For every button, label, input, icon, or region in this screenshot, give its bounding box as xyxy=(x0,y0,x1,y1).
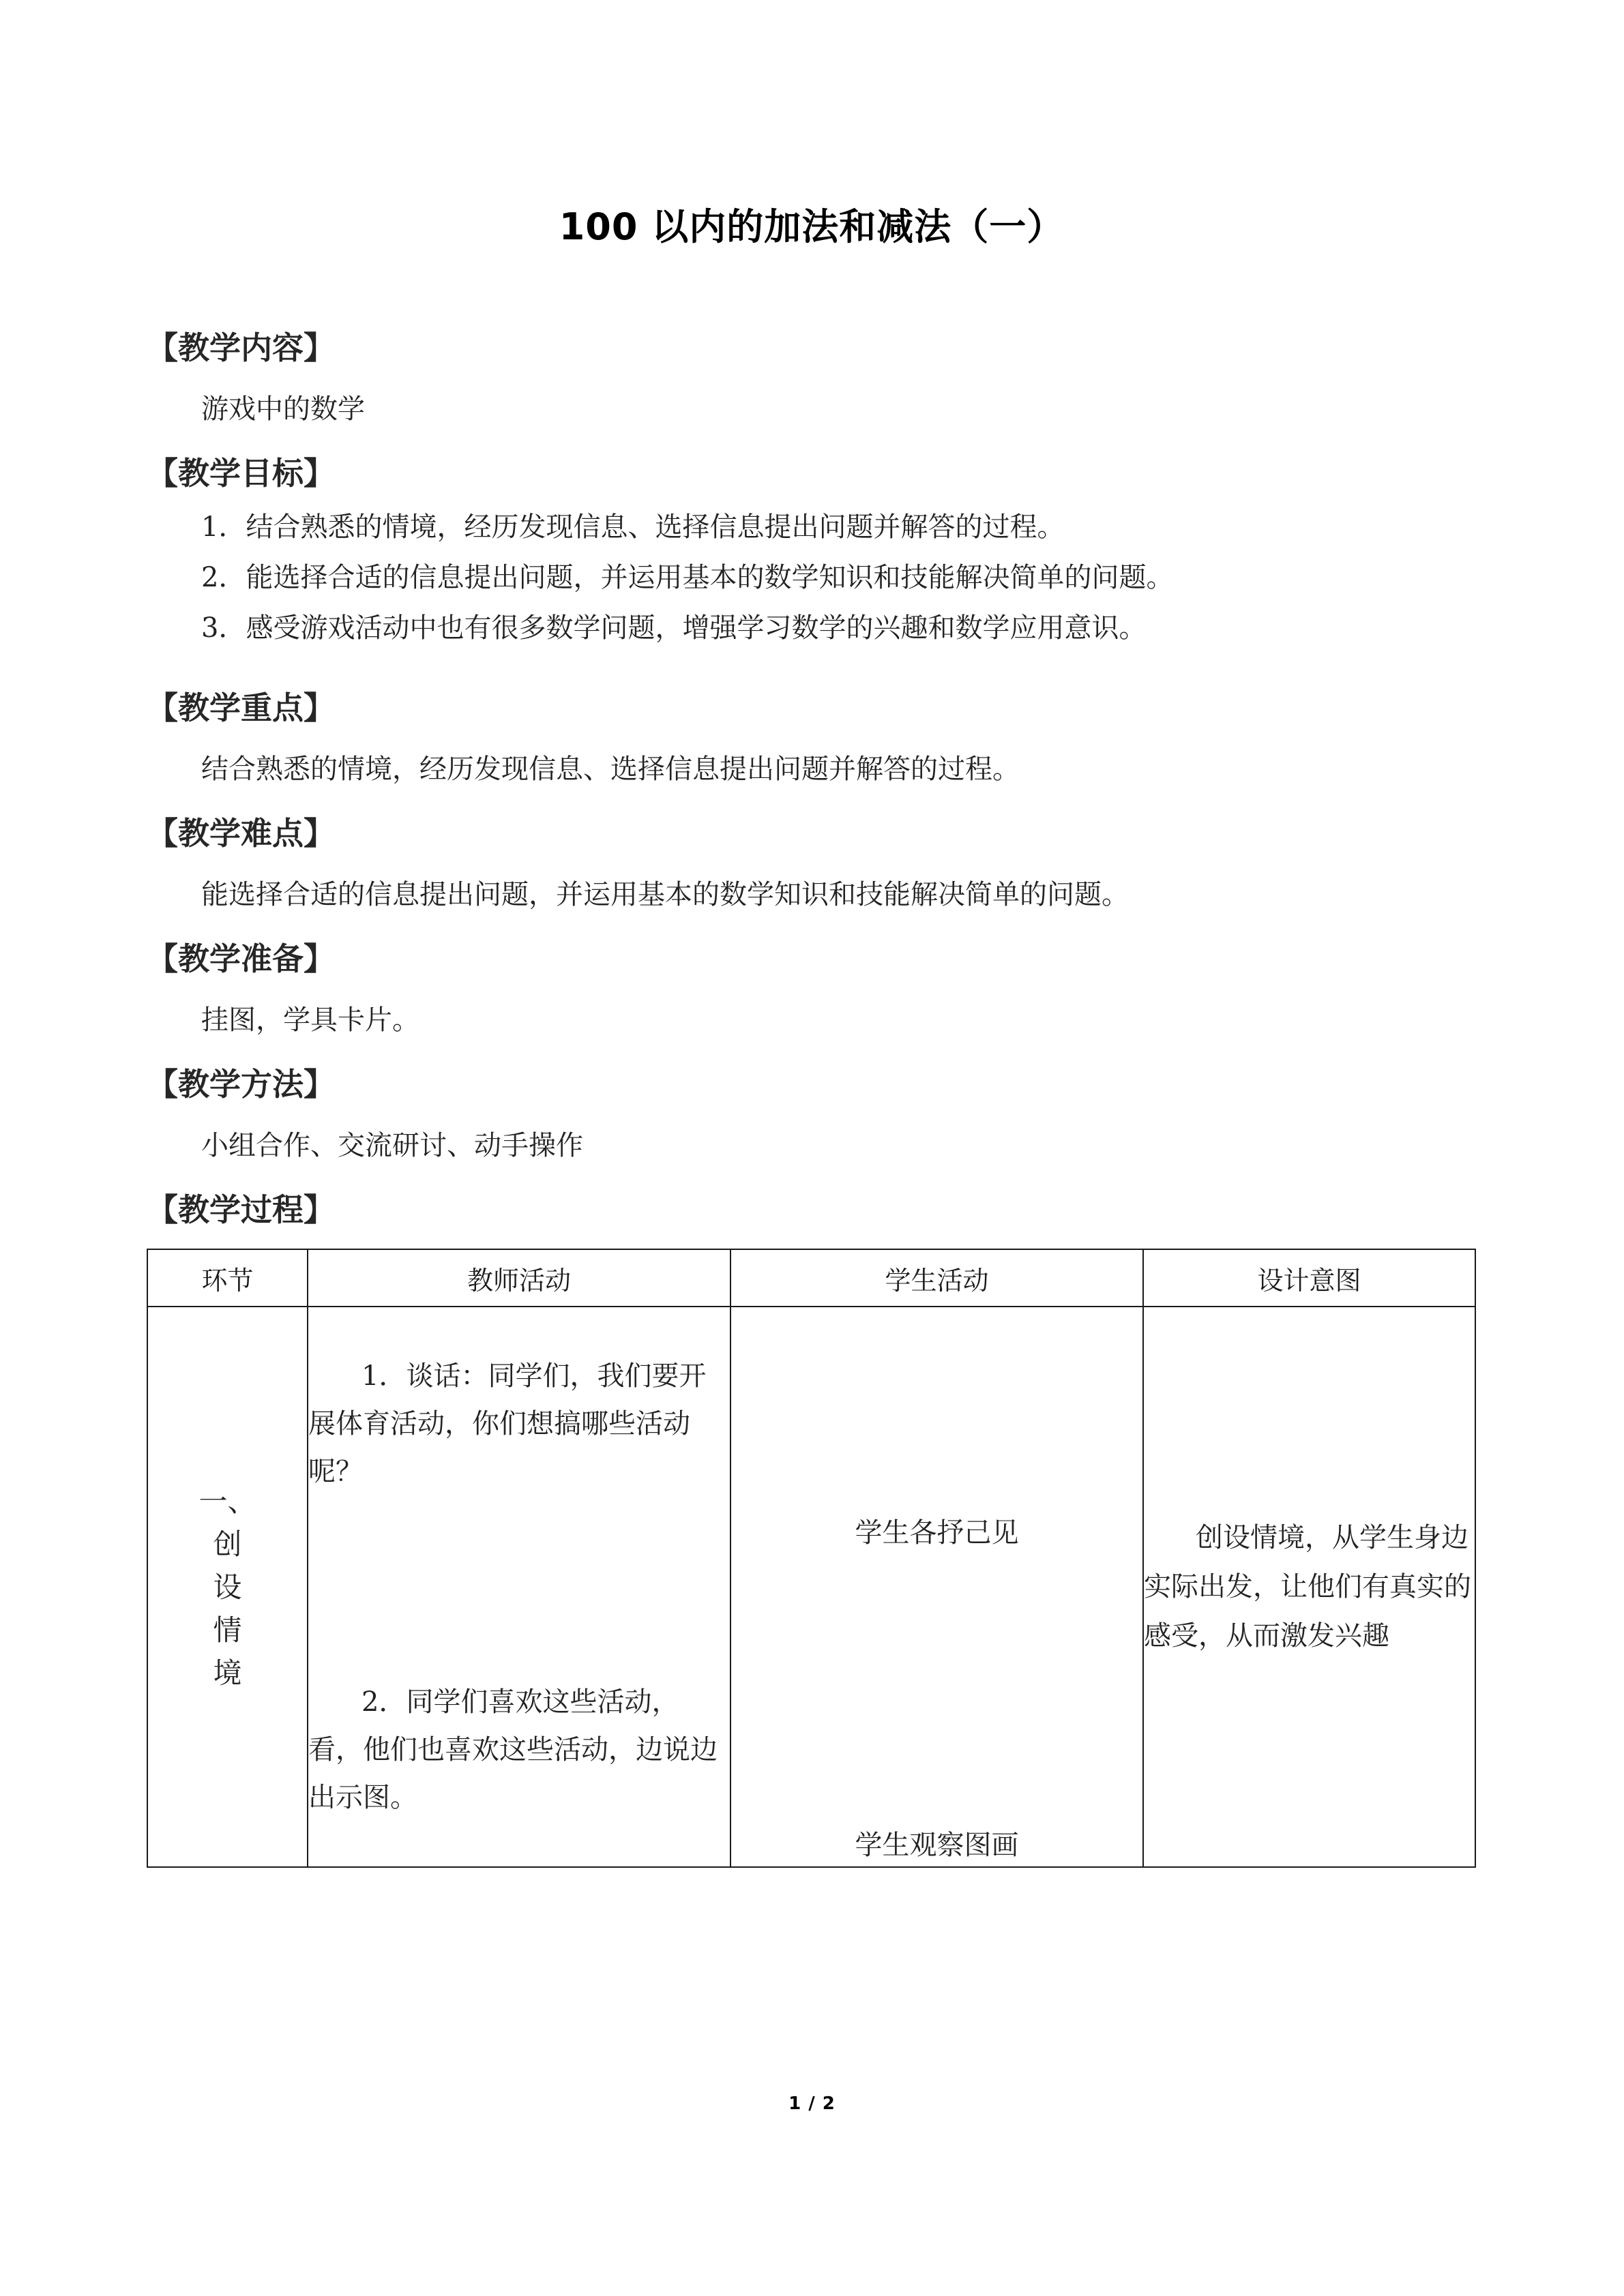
spacer xyxy=(147,489,1477,513)
column-header-stage: 环节 xyxy=(147,1249,308,1307)
column-header-teacher: 教师活动 xyxy=(308,1249,730,1307)
cell-stage xyxy=(147,1307,308,1867)
column-header-student: 学生活动 xyxy=(730,1249,1143,1307)
objective-item-2: 2．能选择合适的信息提出问题，并运用基本的数学知识和技能解决简单的问题。 xyxy=(201,562,1174,593)
spacer xyxy=(147,1041,1477,1069)
spacer xyxy=(147,1167,1477,1194)
section-body-key-point: 结合熟悉的情境，经历发现信息、选择信息提出问题并解答的过程。 xyxy=(201,754,1020,785)
teaching-process-table xyxy=(147,1249,1476,1868)
page-number-footer: 1 / 2 xyxy=(788,2093,836,2114)
section-body-methods: 小组合作、交流研讨、动手操作 xyxy=(201,1130,583,1161)
section-heading-objectives: 【教学目标】 xyxy=(147,455,335,492)
stage-char-1: 一、 xyxy=(198,1484,256,1518)
document-body xyxy=(147,0,1477,1868)
section-heading-key-point: 【教学重点】 xyxy=(147,689,335,726)
section-heading-methods: 【教学方法】 xyxy=(147,1066,335,1103)
section-heading-preparation: 【教学准备】 xyxy=(147,940,335,977)
column-header-intent: 设计意图 xyxy=(1143,1249,1475,1307)
section-body-content: 游戏中的数学 xyxy=(201,393,365,425)
spacer xyxy=(147,974,1477,999)
objective-item-1: 1．结合熟悉的情境，经历发现信息、选择信息提出问题并解答的过程。 xyxy=(201,511,1065,543)
stage-char-5: 境 xyxy=(213,1656,242,1690)
section-heading-content: 【教学内容】 xyxy=(147,329,335,366)
spacer xyxy=(147,724,1477,748)
spacer xyxy=(147,665,1477,692)
section-heading-process: 【教学过程】 xyxy=(147,1191,335,1228)
objective-item-3: 3．感受游戏活动中也有很多数学问题，增强学习数学的兴趣和数学应用意识。 xyxy=(201,612,1147,644)
student-activity-item-2: 学生观察图画 xyxy=(855,1830,1019,1861)
section-body-preparation: 挂图，学具卡片。 xyxy=(201,1004,419,1036)
spacer xyxy=(147,250,1477,332)
table-header-row xyxy=(147,1249,1475,1307)
section-body-difficulty: 能选择合适的信息提出问题，并运用基本的数学知识和技能解决简单的问题。 xyxy=(201,879,1129,910)
stage-char-4: 情 xyxy=(213,1613,242,1647)
spacer xyxy=(147,1100,1477,1124)
stage-char-3: 设 xyxy=(213,1570,242,1604)
cell-teacher-activity xyxy=(308,1307,730,1867)
spacer xyxy=(147,916,1477,943)
spacer xyxy=(147,790,1477,818)
section-heading-difficulty: 【教学难点】 xyxy=(147,815,335,852)
cell-design-intent xyxy=(1143,1307,1475,1867)
stage-vertical-text xyxy=(198,1480,256,1695)
spacer xyxy=(308,1495,730,1678)
teacher-activity-item-2: 2．同学们喜欢这些活动，看，他们也喜欢这些活动，边说边出示图。 xyxy=(308,1686,718,1813)
spacer xyxy=(147,849,1477,874)
page-title: 100 以内的加法和减法（一） xyxy=(559,205,1065,248)
spacer xyxy=(147,430,1477,458)
spacer xyxy=(147,363,1477,388)
table-row xyxy=(147,1307,1475,1867)
design-intent-text: 创设情境，从学生身边实际出发，让他们有真实的感受，从而激发兴趣 xyxy=(1144,1522,1471,1652)
stage-char-2: 创 xyxy=(213,1527,242,1561)
student-activity-item-1: 学生各抒己见 xyxy=(855,1517,1019,1549)
cell-student-activity xyxy=(730,1307,1143,1867)
teacher-activity-item-1: 1．谈话：同学们，我们要开展体育活动，你们想搞哪些活动呢？ xyxy=(308,1360,707,1487)
